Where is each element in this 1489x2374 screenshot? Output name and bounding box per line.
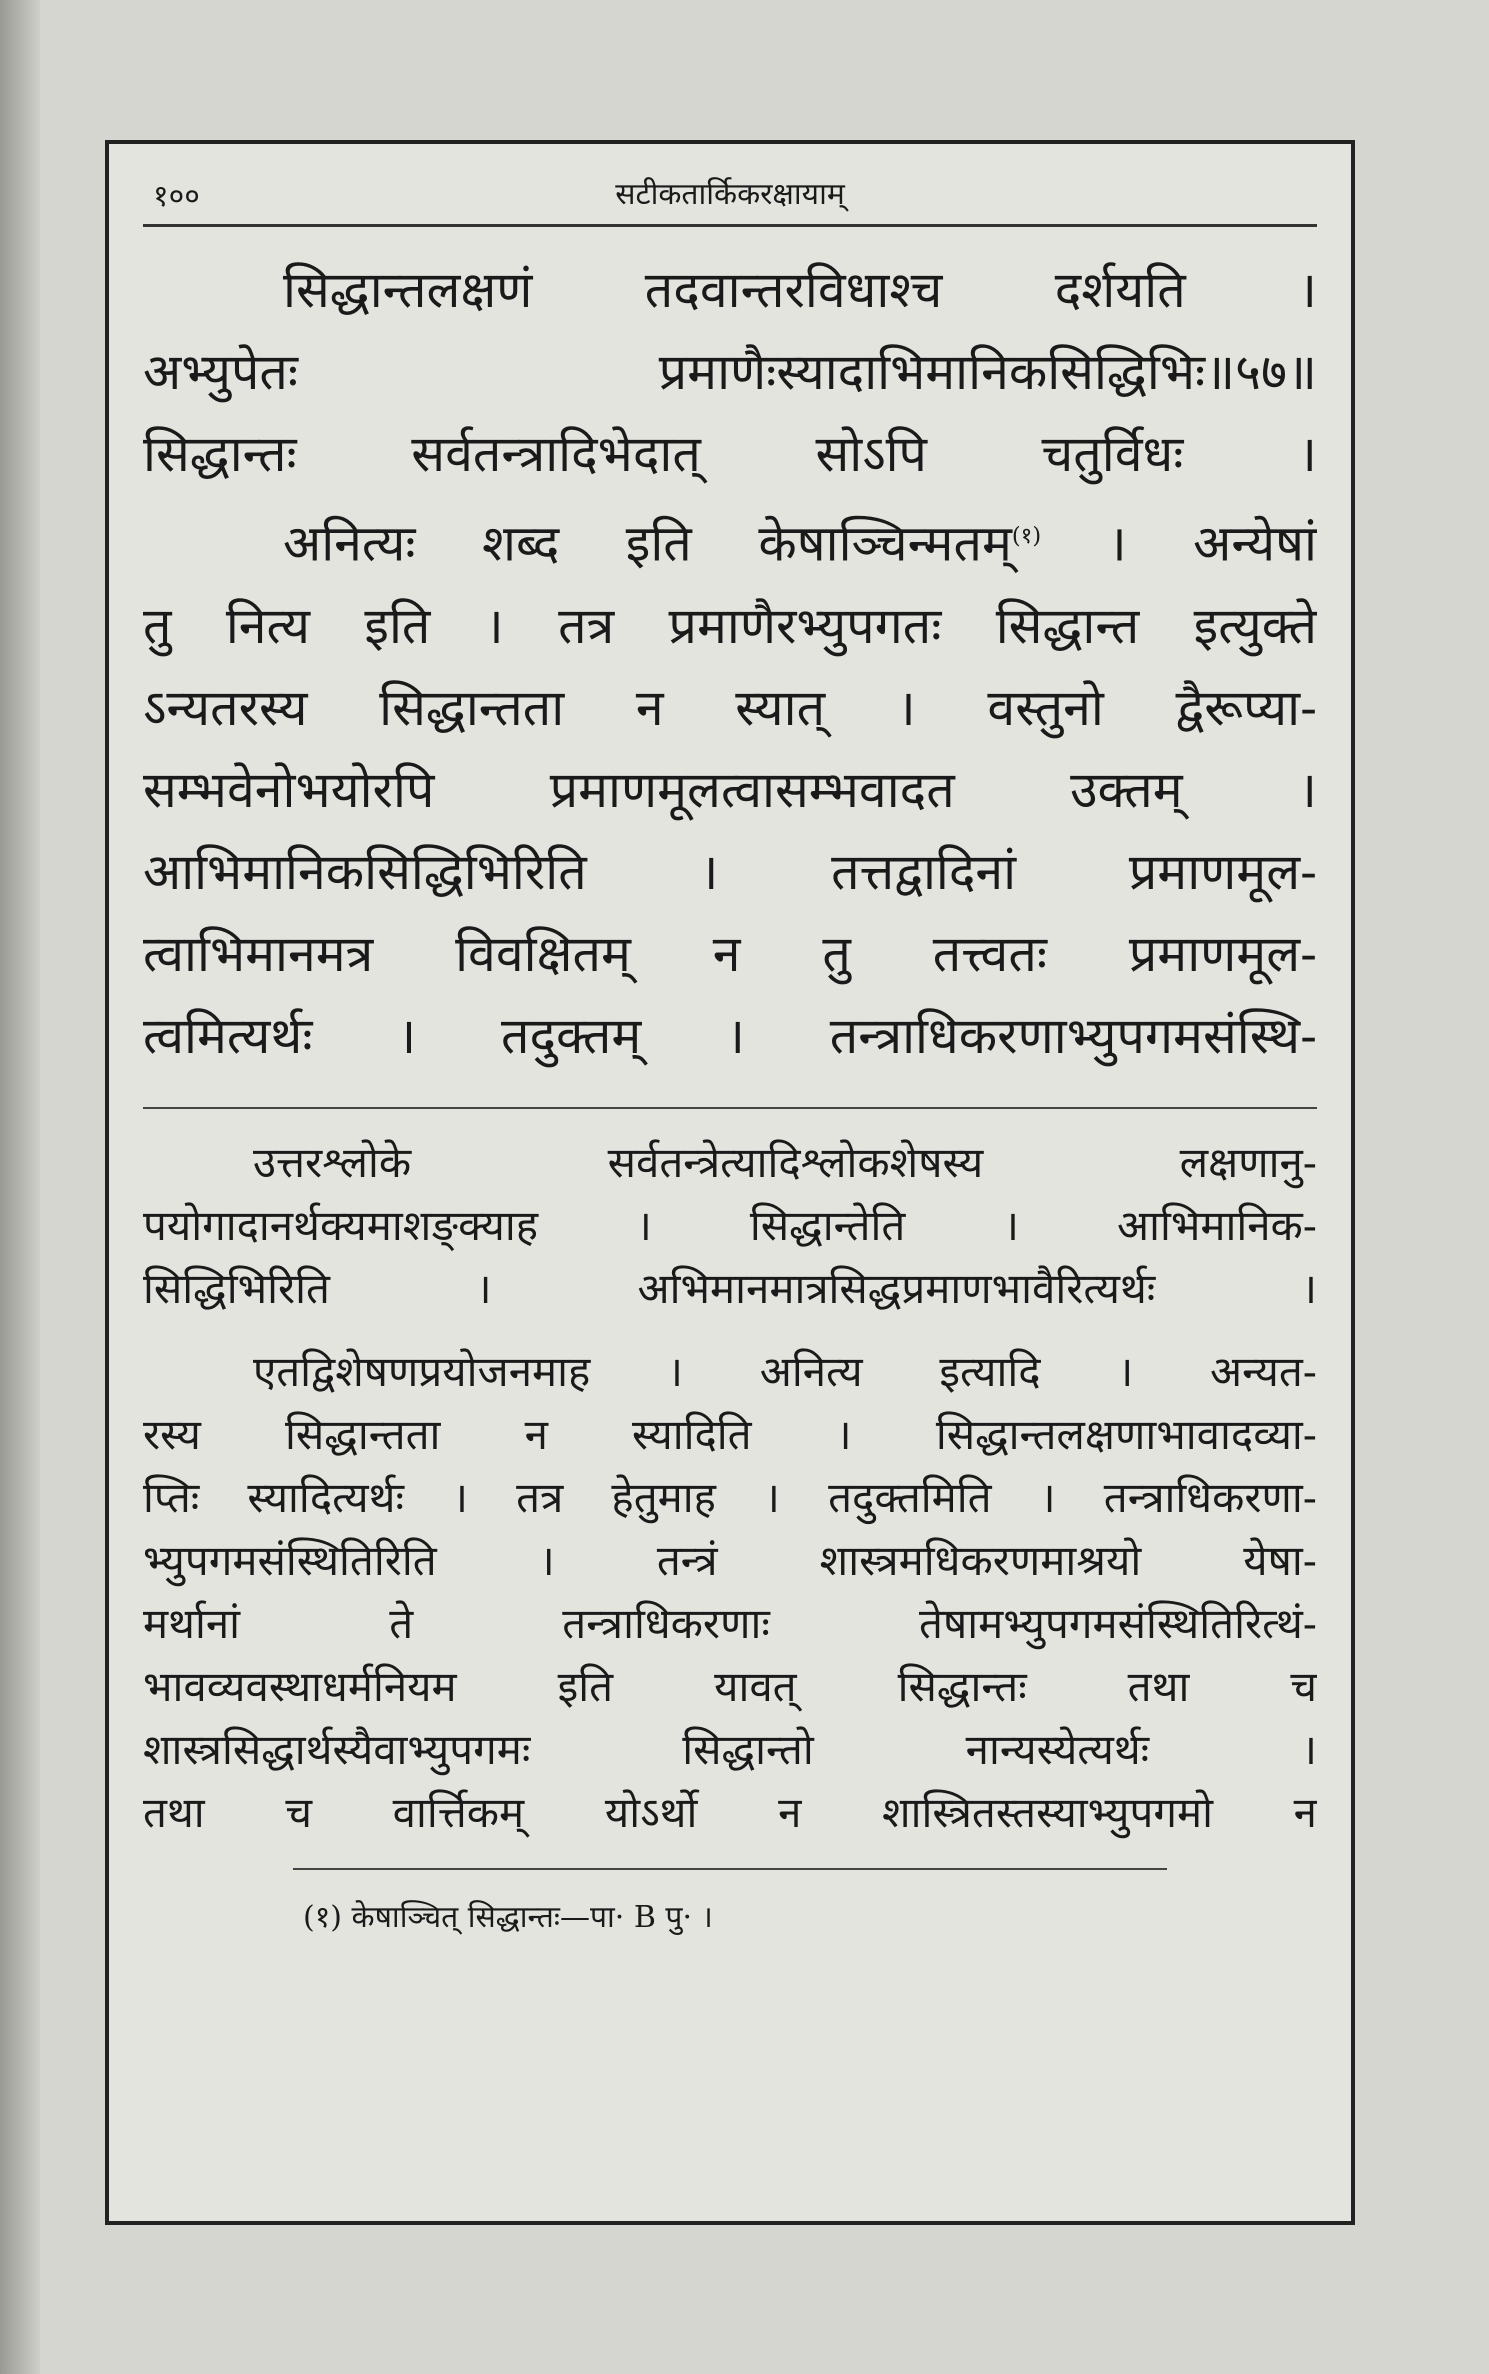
page-frame — [105, 140, 1355, 2225]
commentary-line: एतद्विशेषणप्रयोजनमाह । अनित्य इत्यादि । अन्यत- — [253, 1346, 1317, 1396]
footnote-marker: (१) — [1011, 523, 1042, 549]
page-edge-shadow — [0, 0, 40, 2374]
commentary-line: भ्युपगमसंस्थितिरिति । तन्त्रं शास्त्रमधिकरणमाश्रयो येषा- — [143, 1535, 1317, 1585]
main-text-line — [143, 495, 1317, 585]
paragraph-gap — [143, 1320, 1317, 1340]
running-title: सटीकतार्किकरक्षायाम् — [615, 177, 845, 212]
commentary-line: मर्थानां ते तन्त्राधिकरणाः तेषामभ्युपगमसंस्थितिरित्थं- — [143, 1598, 1317, 1648]
page-header — [143, 144, 1317, 227]
verse-line-intro: सिद्धान्तलक्षणं तदवान्तरविधाश्च दर्शयति । — [283, 261, 1317, 319]
commentary-line: शास्त्रसिद्धार्थस्यैवाभ्युपगमः सिद्धान्तो नान्यस्येत्यर्थः । — [143, 1724, 1317, 1774]
main-text-line: त्वमित्यर्थः । तदुक्तम् । तन्त्राधिकरणाभ्युपगमसंस्थि- — [143, 1006, 1317, 1065]
commentary-line: प्तिः स्यादित्यर्थः । तत्र हेतुमाह । तदुक्तमिति । तन्त्राधिकरणा- — [143, 1472, 1317, 1522]
commentary-line: सिद्धिभिरिति । अभिमानमात्रसिद्धप्रमाणभावैरित्यर्थः । — [143, 1263, 1317, 1313]
verse-line-sutra-cont: सिद्धान्तः सर्वतन्त्रादिभेदात् सोऽपि चतुर्विधः । — [143, 425, 1317, 483]
main-text-line: त्वाभिमानमत्र विवक्षितम् न तु तत्त्वतः प्रमाणमूल- — [143, 924, 1317, 983]
main-text-line: आभिमानिकसिद्धिभिरिति । तत्तद्वादिनां प्रमाणमूल- — [143, 842, 1317, 901]
commentary-line: पयोगादानर्थक्यमाशङ्क्याह । सिद्धान्तेति । आभिमानिक- — [143, 1200, 1317, 1250]
page-number: १०० — [153, 179, 200, 214]
commentary-line: रस्य सिद्धान्तता न स्यादिति । सिद्धान्तलक्षणाभावादव्या- — [143, 1409, 1317, 1459]
main-text-line: सम्भवेनोभयोरपि प्रमाणमूलत्वासम्भवादत उक्तम् । — [143, 760, 1317, 819]
commentary-line: भावव्यवस्थाधर्मनियम इति यावत् सिद्धान्तः तथा च — [143, 1661, 1317, 1711]
main-text-segment: अनित्यः शब्द इति केषाञ्चिन्मतम् — [283, 514, 1012, 573]
footnote: (१) केषाञ्चित् सिद्धान्तः—पा· B पु· । — [303, 1899, 713, 1935]
footnote-rule — [293, 1868, 1167, 1870]
main-text-line: ऽन्यतरस्य सिद्धान्तता न स्यात् । वस्तुनो द्वैरूप्या- — [143, 678, 1317, 737]
commentary-block — [143, 1131, 1317, 1844]
main-block — [143, 227, 1317, 1077]
main-text-line: तु नित्य इति । तत्र प्रमाणैरभ्युपगतः सिद्धान्त इत्युक्ते — [143, 596, 1317, 655]
divider-rule — [143, 1107, 1317, 1109]
commentary-line: उत्तरश्लोके सर्वतन्त्रेत्यादिश्लोकशेषस्य लक्षणानु- — [253, 1137, 1317, 1187]
verse-line-sutra: अभ्युपेतः प्रमाणैःस्यादाभिमानिकसिद्धिभिः॥५७॥ — [143, 343, 1317, 401]
commentary-line: तथा च वार्त्तिकम् योऽर्थो न शास्त्रितस्तस्याभ्युपगमो न — [143, 1787, 1317, 1837]
main-text-segment: । अन्येषां — [1107, 514, 1317, 573]
